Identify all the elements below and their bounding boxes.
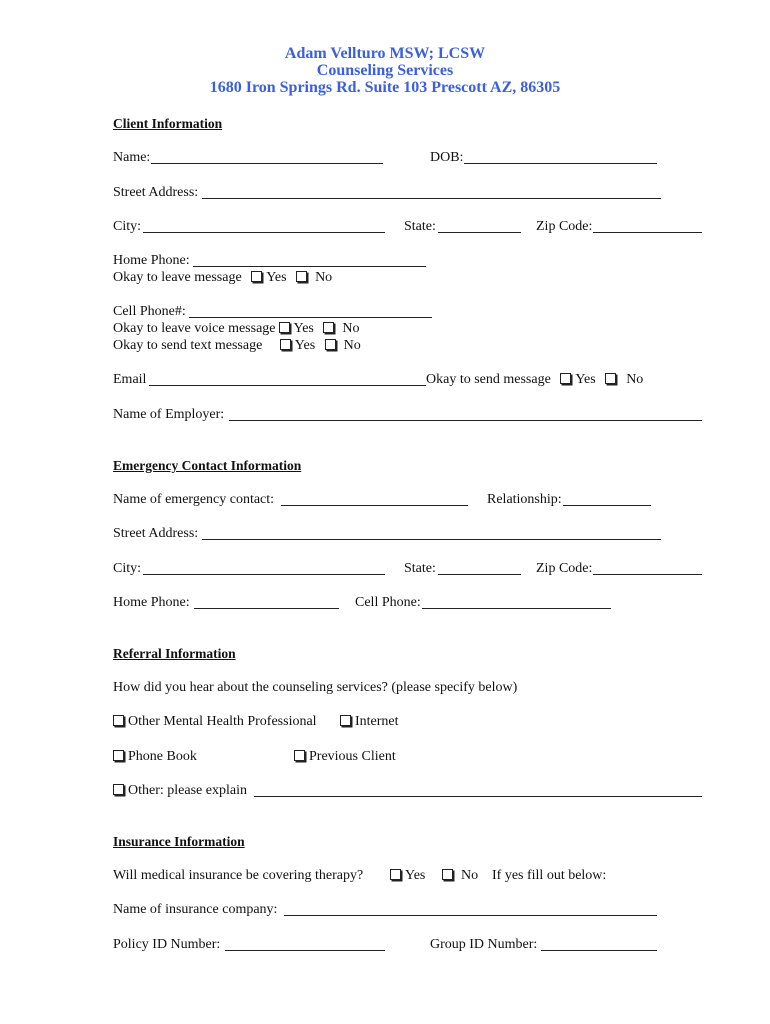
checkbox-icon[interactable]: [113, 750, 124, 761]
insurance-company-field[interactable]: [284, 915, 657, 916]
email-label: Email: [113, 372, 147, 387]
employer-label: Name of Employer:: [113, 407, 225, 422]
option-label: Internet: [355, 714, 399, 729]
emergency-state-field[interactable]: [438, 574, 521, 575]
voice-yes-checkbox[interactable]: [279, 322, 290, 333]
referral-option-other[interactable]: [113, 783, 247, 799]
emergency-state-label: State:: [404, 561, 436, 576]
email-field[interactable]: [149, 385, 426, 386]
option-label: Other Mental Health Professional: [128, 714, 317, 729]
insurance-followup: If yes fill out below:: [492, 868, 607, 883]
checkbox-icon[interactable]: [294, 750, 305, 761]
street-address-label: Street Address:: [113, 185, 199, 200]
referral-option-internet[interactable]: [340, 714, 399, 730]
policy-id-label: Policy ID Number:: [113, 937, 221, 952]
voice-message-row: [113, 321, 360, 337]
insurance-yes-option[interactable]: [390, 868, 425, 884]
street-address-field[interactable]: [202, 198, 661, 199]
emergency-info-heading: Emergency Contact Information: [113, 458, 302, 473]
option-label: Other: please explain: [128, 783, 247, 798]
practice-subtitle: Counseling Services: [316, 62, 454, 79]
emergency-cell-phone-field[interactable]: [422, 608, 611, 609]
leave-message-label: Okay to leave message: [113, 270, 242, 285]
name-field[interactable]: [151, 163, 383, 164]
cell-phone-label: Cell Phone#:: [113, 304, 186, 319]
insurance-no-option[interactable]: [442, 868, 478, 884]
emergency-street-label: Street Address:: [113, 526, 199, 541]
insurance-info-heading: Insurance Information: [113, 834, 245, 849]
home-phone-label: Home Phone:: [113, 253, 190, 268]
voice-no-checkbox[interactable]: [323, 322, 334, 333]
emergency-home-phone-label: Home Phone:: [113, 595, 190, 610]
client-info-heading: Client Information: [113, 116, 223, 131]
leave-message-yes-checkbox[interactable]: [251, 271, 262, 282]
checkbox-icon[interactable]: [442, 869, 453, 880]
yes-label: Yes: [294, 338, 316, 353]
no-label: No: [342, 321, 360, 336]
emergency-zip-field[interactable]: [593, 574, 702, 575]
cell-phone-field[interactable]: [189, 317, 432, 318]
state-field[interactable]: [438, 232, 521, 233]
state-label: State:: [404, 219, 436, 234]
home-phone-field[interactable]: [193, 266, 426, 267]
city-label: City:: [113, 219, 142, 234]
leave-voice-label: Okay to leave voice message: [113, 321, 276, 336]
group-id-field[interactable]: [541, 950, 657, 951]
group-id-label: Group ID Number:: [430, 937, 538, 952]
yes-label: Yes: [266, 270, 287, 285]
email-ok-label: Okay to send message: [426, 372, 551, 387]
emergency-city-field[interactable]: [143, 574, 385, 575]
emergency-contact-label: Name of emergency contact:: [113, 492, 275, 507]
referral-info-heading: Referral Information: [113, 646, 236, 661]
relationship-label: Relationship:: [487, 492, 562, 507]
practice-name: Adam Vellturo MSW; LCSW: [284, 45, 486, 62]
yes-label: Yes: [405, 868, 426, 883]
dob-field[interactable]: [464, 163, 657, 164]
referral-question: How did you hear about the counseling services? (please specify below): [113, 680, 518, 695]
other-explain-field[interactable]: [254, 796, 702, 797]
insurance-question: Will medical insurance be covering therapy?: [113, 868, 364, 883]
employer-field[interactable]: [229, 420, 702, 421]
emergency-city-label: City:: [113, 561, 142, 576]
zip-code-field[interactable]: [593, 232, 702, 233]
emergency-contact-field[interactable]: [281, 505, 468, 506]
send-text-label: Okay to send text message: [113, 338, 263, 353]
no-label: No: [626, 372, 644, 387]
option-label: Phone Book: [128, 749, 197, 764]
dob-label: DOB:: [430, 150, 464, 165]
text-message-row: [113, 338, 361, 354]
zip-code-label: Zip Code:: [536, 219, 593, 234]
insurance-company-label: Name of insurance company:: [113, 902, 278, 917]
email-ok-row: [426, 372, 643, 388]
referral-option-mental-health[interactable]: [113, 714, 317, 730]
text-no-checkbox[interactable]: [325, 339, 336, 350]
no-label: No: [461, 868, 479, 883]
checkbox-icon[interactable]: [340, 715, 351, 726]
leave-message-row: [113, 270, 332, 286]
city-field[interactable]: [143, 232, 385, 233]
emergency-cell-phone-label: Cell Phone:: [355, 595, 421, 610]
leave-message-no-checkbox[interactable]: [296, 271, 307, 282]
yes-label: Yes: [575, 372, 596, 387]
checkbox-icon[interactable]: [113, 784, 124, 795]
emergency-home-phone-field[interactable]: [194, 608, 339, 609]
name-label: Name:: [113, 150, 151, 165]
email-no-checkbox[interactable]: [605, 373, 616, 384]
emergency-zip-label: Zip Code:: [536, 561, 593, 576]
checkbox-icon[interactable]: [113, 715, 124, 726]
emergency-street-field[interactable]: [202, 539, 661, 540]
referral-option-phone-book[interactable]: [113, 749, 197, 765]
policy-id-field[interactable]: [225, 950, 385, 951]
email-yes-checkbox[interactable]: [560, 373, 571, 384]
option-label: Previous Client: [309, 749, 396, 764]
yes-label: Yes: [293, 321, 314, 336]
text-yes-checkbox[interactable]: [280, 339, 291, 350]
practice-address: 1680 Iron Springs Rd. Suite 103 Prescott AZ, 86305: [209, 79, 561, 96]
referral-option-previous-client[interactable]: [294, 749, 396, 765]
no-label: No: [315, 270, 333, 285]
no-label: No: [343, 338, 361, 353]
checkbox-icon[interactable]: [390, 869, 401, 880]
relationship-field[interactable]: [563, 505, 651, 506]
